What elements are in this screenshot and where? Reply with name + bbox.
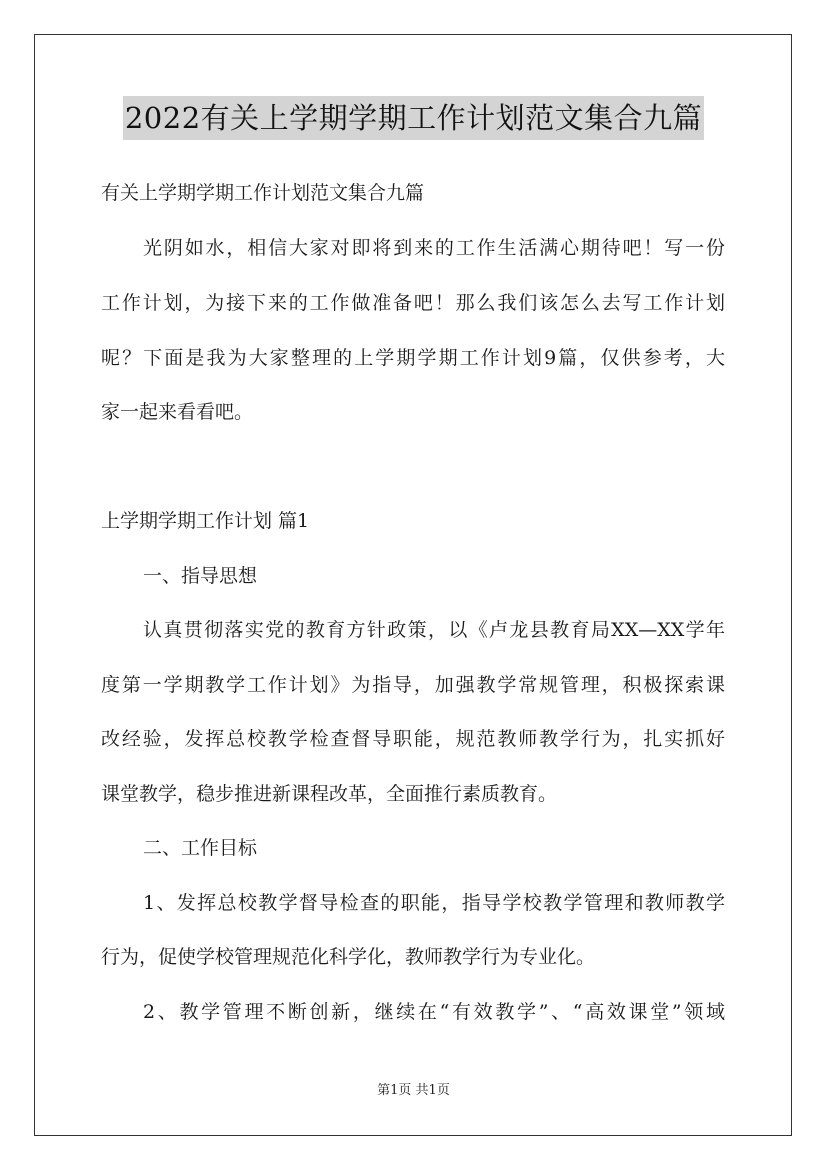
document-title: 2022有关上学期学期工作计划范文集合九篇 — [123, 96, 704, 140]
heading-work-goals: 二、工作目标 — [143, 837, 258, 859]
intro-line: 工作计划，为接下来的工作做准备吧！那么我们该怎么去写工作计划 — [101, 292, 725, 314]
paragraph-line: 度第一学期教学工作计划》为指导，加强教学常规管理，积极探索课 — [101, 674, 725, 696]
page-number-footer: 第1页 共1页 — [377, 1083, 450, 1098]
list-item-line: 行为，促使学校管理规范化科学化，教师教学行为专业化。 — [101, 946, 596, 968]
heading-guiding-ideology: 一、指导思想 — [143, 565, 258, 587]
paragraph-line: 课堂教学，稳步推进新课程改革，全面推行素质教育。 — [101, 783, 558, 805]
document-subtitle: 有关上学期学期工作计划范文集合九篇 — [101, 182, 425, 204]
paragraph-line: 改经验，发挥总校教学检查督导职能，规范教师教学行为，扎实抓好 — [101, 728, 725, 750]
paragraph-line: 认真贯彻落实党的教育方针政策，以《卢龙县教育局XX—XX学年 — [143, 619, 725, 641]
title-container — [0, 96, 827, 140]
list-item-line: 2、教学管理不断创新，继续在“有效教学”、“高效课堂”领域 — [143, 1001, 725, 1023]
list-item-line: 1、发挥总校教学督导检查的职能，指导学校教学管理和教师教学 — [143, 892, 725, 914]
intro-line: 呢？下面是我为大家整理的上学期学期工作计划9篇，仅供参考，大 — [101, 347, 725, 369]
intro-line: 家一起来看看吧。 — [101, 401, 254, 423]
intro-line: 光阴如水，相信大家对即将到来的工作生活满心期待吧！写一份 — [143, 237, 725, 259]
section-title: 上学期学期工作计划 篇1 — [101, 510, 310, 532]
